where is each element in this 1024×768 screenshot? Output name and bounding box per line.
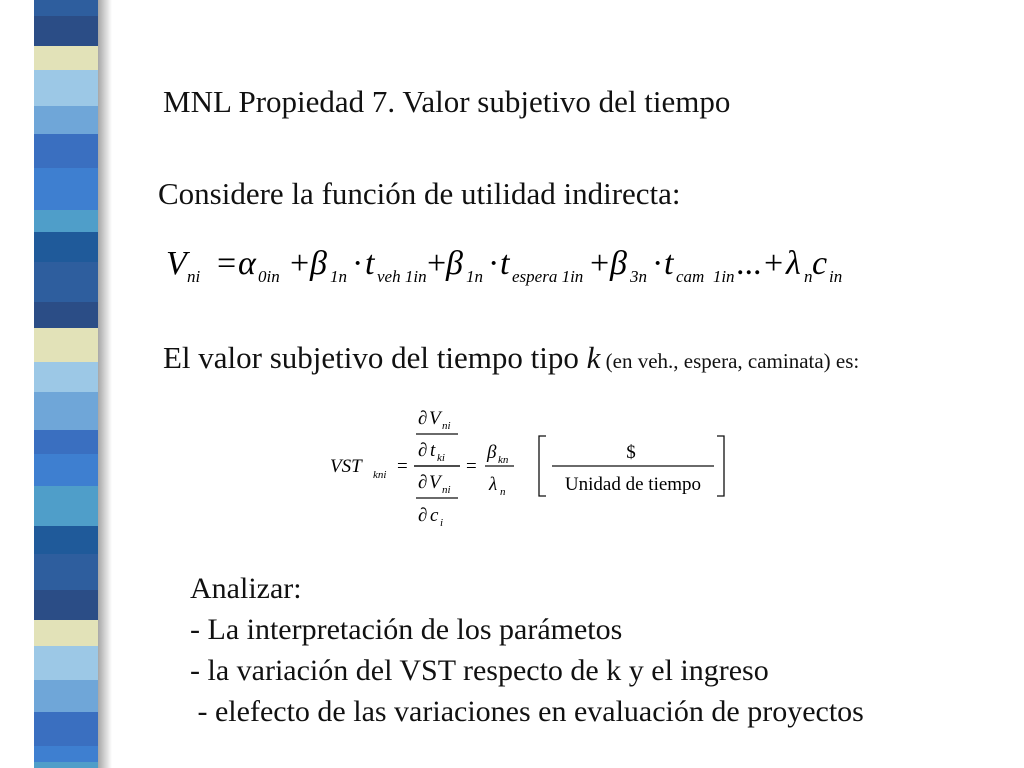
eq-plus-4: +: [764, 245, 784, 282]
eq-dot-3: ·: [652, 245, 664, 282]
vst-num-t-sub: ki: [437, 452, 445, 464]
stripe-segment: [34, 210, 98, 232]
stripe-segment: [34, 762, 98, 768]
eq-beta-2: β: [446, 245, 463, 282]
eq-plus-3: +: [590, 245, 610, 282]
eq-alpha-sub: 0in: [258, 267, 280, 286]
vst-num-partial-2: ∂: [418, 440, 428, 461]
decorative-stripe: [34, 0, 98, 768]
stripe-segment: [34, 712, 98, 746]
eq-t-2-sub: espera 1in: [512, 267, 584, 286]
eq-t-1-sub: veh 1in: [377, 267, 427, 286]
stripe-segment: [34, 168, 98, 210]
intro-text: Considere la función de utilidad indirecta:: [158, 176, 681, 211]
stripe-segment: [34, 0, 98, 16]
eq-ellipsis: ...: [736, 245, 762, 282]
vst-num-v-sub: ni: [442, 420, 451, 432]
utility-equation: [150, 232, 870, 292]
vst-den-v: V: [429, 472, 441, 493]
eq-beta-1-sub: 1n: [330, 267, 347, 286]
stripe-segment: [34, 486, 98, 526]
stripe-segment: [34, 302, 98, 328]
analysis-list: [190, 568, 864, 732]
eq-alpha: α: [238, 245, 256, 282]
eq-dot-2: ·: [488, 245, 500, 282]
vst-num-v: V: [429, 408, 441, 429]
stripe-segment: [34, 430, 98, 454]
stripe-segment: [34, 454, 98, 486]
analysis-item: - La interpretación de los parámetos: [190, 613, 623, 646]
eq-beta-1: β: [310, 245, 327, 282]
stripe-segment: [34, 590, 98, 620]
stripe-segment: [34, 554, 98, 590]
vst-intro-paren: (en veh., espera, caminata) es:: [600, 349, 860, 373]
analysis-heading: Analizar:: [190, 572, 302, 605]
vst-den-v-sub: ni: [442, 484, 451, 496]
vst-intro-var: k: [586, 340, 601, 375]
vst-lhs-sub: kni: [373, 469, 387, 481]
eq-t-3-sub: cam 1in: [676, 267, 735, 286]
stripe-segment: [34, 134, 98, 168]
vst-intro-main: El valor subjetivo del tiempo tipo: [163, 340, 587, 375]
eq-dot-1: ·: [352, 245, 364, 282]
eq-v: V: [166, 245, 187, 282]
stripe-segment: [34, 526, 98, 554]
stripe-segment: [34, 232, 98, 262]
vst-beta: β: [487, 442, 497, 463]
vst-den-c: c: [430, 505, 439, 526]
stripe-segment: [34, 620, 98, 646]
vst-lambda-sub: n: [500, 486, 506, 498]
eq-t-2: t: [500, 245, 510, 282]
vst-equals-1: =: [397, 456, 408, 477]
vst-num-t: t: [430, 440, 436, 461]
vst-equals-2: =: [466, 456, 477, 477]
eq-c: c: [812, 245, 828, 282]
vst-beta-sub: kn: [498, 454, 509, 466]
stripe-segment: [34, 262, 98, 302]
analysis-item: - elefecto de las variaciones en evaluación de proyectos: [190, 695, 864, 728]
stripe-segment: [34, 46, 98, 70]
stripe-segment: [34, 16, 98, 46]
vst-num-partial-1: ∂: [418, 408, 428, 429]
eq-beta-3: β: [610, 245, 627, 282]
eq-beta-2-sub: 1n: [466, 267, 483, 286]
stripe-segment: [34, 746, 98, 762]
stripe-segment: [34, 680, 98, 712]
vst-unit-numerator: $: [626, 442, 636, 463]
stripe-segment: [34, 106, 98, 134]
stripe-shadow: [98, 0, 112, 768]
eq-t-1: t: [365, 245, 375, 282]
stripe-segment: [34, 646, 98, 680]
eq-c-sub: in: [829, 267, 843, 286]
stripe-segment: [34, 328, 98, 362]
stripe-segment: [34, 70, 98, 106]
eq-plus-1: +: [290, 245, 310, 282]
eq-beta-3-sub: 3n: [630, 267, 647, 286]
vst-bracket-left: [539, 436, 546, 496]
eq-v-sub: ni: [187, 267, 201, 286]
vst-unit-denominator: Unidad de tiempo: [564, 474, 702, 495]
stripe-segment: [34, 362, 98, 392]
analysis-item: - la variación del VST respecto de k y el ingreso: [190, 654, 769, 687]
stripe-segment: [34, 392, 98, 430]
vst-lambda: λ: [489, 474, 498, 495]
vst-den-partial-1: ∂: [418, 472, 428, 493]
vst-bracket-right: [717, 436, 724, 496]
eq-lambda: λ: [786, 245, 801, 282]
eq-t-3: t: [664, 245, 674, 282]
vst-den-c-sub: i: [440, 517, 444, 529]
vst-den-partial-2: ∂: [418, 505, 428, 526]
vst-lhs: VST: [330, 456, 362, 477]
vst-equation: [330, 396, 740, 536]
vst-intro-text: [163, 340, 859, 376]
eq-equals: =: [217, 245, 237, 282]
eq-lambda-sub: n: [804, 267, 813, 286]
slide-title: MNL Propiedad 7. Valor subjetivo del tiempo: [163, 84, 731, 119]
eq-plus-2: +: [427, 245, 447, 282]
